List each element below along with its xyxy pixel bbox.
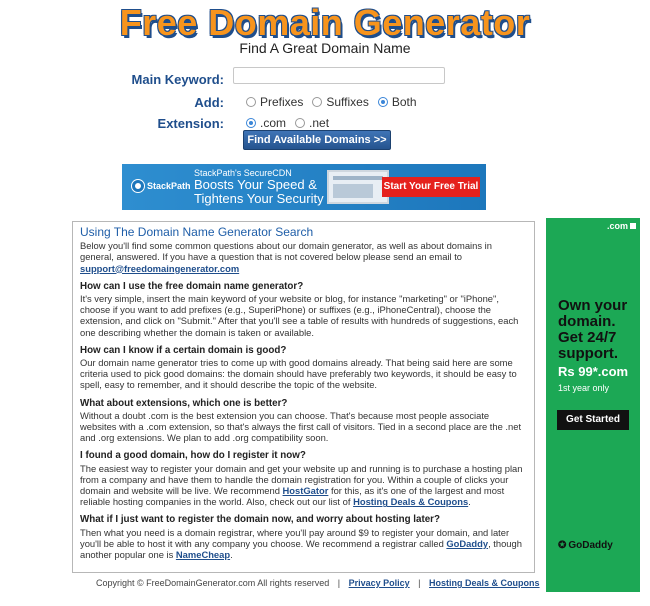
godaddy-logo-icon: ✪ [558, 540, 567, 551]
godaddy-side-ad[interactable] [546, 218, 640, 592]
faq-content [72, 221, 535, 573]
faq-title: Using The Domain Name Generator Search [80, 225, 314, 239]
godaddy-logo: ✪ GoDaddy [558, 540, 613, 551]
footer [96, 578, 540, 588]
faq-answer: Our domain name generator tries to come up with good domains already. That being said here are some criteria used to pick good domains: the domain should have preferably two keywords, it should be easy to spell, easy to remember, and it should describe the topic of the website. [80, 357, 517, 391]
find-domains-button[interactable]: Find Available Domains >> [243, 130, 391, 150]
support-email-link[interactable]: support@freedomaingenerator.com [80, 262, 240, 274]
free-trial-button[interactable]: Start Your Free Trial [382, 177, 480, 197]
suffixes-radio[interactable] [312, 97, 322, 107]
faq-answer: It's very simple, insert the main keyword of your website or blog, for instance "marketing" or "iPhone", choose if you want to add prefixes (e.g., SuperiPhone) or suffixes (e.g., iPhoneCentral), choose the extension, and click on "Submit." After that you'll see a table of results with hundreds of suggestions, each one describing whether the domain is taken or available. [80, 293, 519, 338]
both-option[interactable]: Both [378, 95, 417, 109]
faq-question: I found a good domain, how do I register it now? [80, 450, 306, 462]
faq-answer: Without a doubt .com is the best extension you can choose. That's because most people associate websites with a .com extension, so that's always the first call of visitors. Tied in a second place are the .net and .org extensions. We plan to add .org compatibility soon. [80, 409, 522, 444]
privacy-policy-link[interactable]: Privacy Policy [348, 578, 410, 588]
faq-answer: The easiest way to register your domain and get your website up and running is to purchase a hosting plan from a company and have them to handle the domain registration for you. Within a couple of clicks your domain and website will be live. We recommend HostGator for this, as it's one of the largest and most reliable hosting companies in the world. Also, check out our list of Hosting Deals & Coupons. [80, 462, 523, 508]
add-label: Add: [194, 95, 224, 110]
stackpath-logo-icon [132, 180, 144, 192]
side-ad-price: Rs 99*.com [558, 364, 629, 379]
hostgator-link[interactable]: HostGator [282, 485, 329, 497]
faq-answer: Then what you need is a domain registrar, where you'll pay around $9 to register your domain, and later you'll be able to host it with any company you choose. We recommend a registrar called GoDaddy, though another popular one is NameCheap. [80, 526, 522, 561]
com-radio[interactable] [246, 118, 256, 128]
faq-question: How can I know if a certain domain is good? [80, 344, 287, 356]
side-ad-subtext: 1st year only [558, 383, 610, 393]
get-started-button[interactable]: Get Started [557, 410, 629, 430]
hosting-deals-link[interactable]: Hosting Deals & Coupons [353, 496, 469, 508]
add-options [246, 95, 426, 109]
footer-separator: | [418, 578, 421, 588]
page-subtitle: Find A Great Domain Name [239, 40, 411, 56]
namecheap-link[interactable]: NameCheap [175, 549, 231, 561]
footer-separator: | [337, 578, 341, 588]
prefixes-option[interactable]: Prefixes [246, 95, 303, 109]
suffixes-option[interactable]: Suffixes [312, 95, 368, 109]
dotcom-tag: .com [607, 221, 636, 231]
stackpath-logo: StackPath [132, 180, 191, 192]
keyword-input[interactable] [233, 67, 445, 84]
faq-question: How can I use the free domain name generator? [80, 280, 304, 292]
prefixes-radio[interactable] [246, 97, 256, 107]
keyword-label: Main Keyword: [131, 72, 224, 87]
faq-intro: Below you'll find some common questions about our domain generator, as well as about domains in general, answered. If you have a question that is not covered below please send an email to support@freedomaingenerator.com [80, 240, 492, 274]
both-radio[interactable] [378, 97, 388, 107]
site-logo[interactable]: Free Domain Generator [119, 2, 531, 43]
copyright-text: Copyright © FreeDomainGenerator.com All rights reserved [96, 578, 330, 588]
side-ad-headline: Own your domain. Get 24/7 support. [558, 297, 628, 362]
godaddy-link[interactable]: GoDaddy [446, 537, 489, 549]
footer-hosting-deals-link[interactable]: Hosting Deals & Coupons [429, 578, 540, 588]
net-radio[interactable] [295, 118, 305, 128]
extension-options [246, 116, 338, 130]
net-option[interactable]: .net [295, 116, 329, 130]
extension-label: Extension: [157, 116, 224, 131]
dashboard-screenshot-icon [327, 170, 389, 204]
faq-question: What about extensions, which one is better? [80, 397, 288, 409]
com-option[interactable]: .com [246, 116, 286, 130]
faq-question: What if I just want to register the domain now, and worry about hosting later? [80, 514, 440, 526]
banner-ad-text: StackPath's SecureCDN Boosts Your Speed & Tightens Your Security [194, 168, 324, 206]
